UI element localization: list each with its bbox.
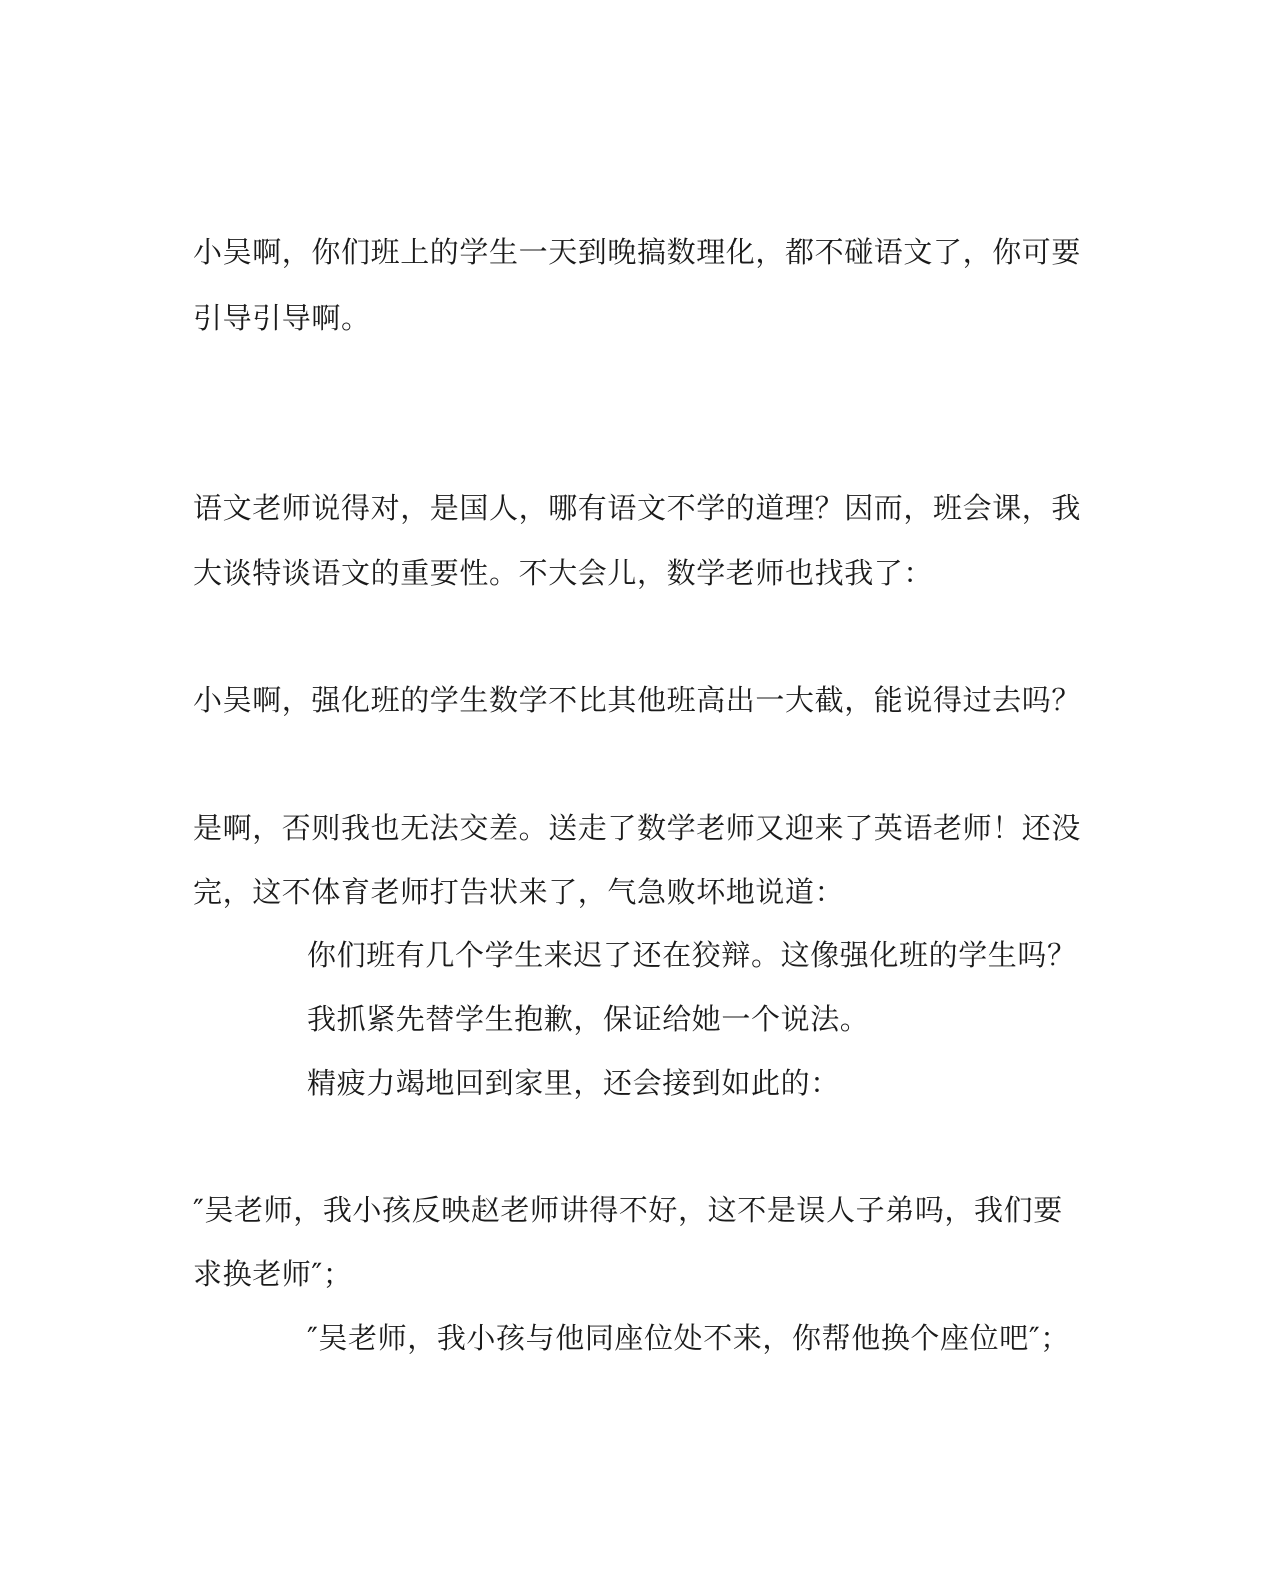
- text-line: 引导引导啊。: [193, 301, 371, 335]
- text-line: ″吴老师，我小孩反映赵老师讲得不好，这不是误人子弟吗，我们要: [193, 1193, 1063, 1227]
- text-line: ″吴老师，我小孩与他同座位处不来，你帮他换个座位吧″；: [307, 1321, 1070, 1355]
- text-line: 你们班有几个学生来迟了还在狡辩。这像强化班的学生吗？: [307, 938, 1077, 972]
- text-line: 完，这不体育老师打告状来了，气急败坏地说道：: [193, 875, 845, 909]
- text-line: 精疲力竭地回到家里，还会接到如此的：: [307, 1066, 840, 1100]
- text-line: 我抓紧先替学生抱歉，保证给她一个说法。: [307, 1002, 870, 1036]
- text-line: 是啊，否则我也无法交差。送走了数学老师又迎来了英语老师！还没: [193, 811, 1082, 845]
- text-line: 大谈特谈语文的重要性。不大会儿，数学老师也找我了：: [193, 556, 934, 590]
- text-line: 小吴啊，你们班上的学生一天到晚搞数理化，都不碰语文了，你可要: [193, 235, 1082, 269]
- text-line: 求换老师″；: [193, 1257, 353, 1291]
- text-line: 小吴啊，强化班的学生数学不比其他班高出一大截，能说得过去吗？: [193, 683, 1082, 717]
- text-line: 语文老师说得对，是国人，哪有语文不学的道理？因而，班会课，我: [193, 491, 1082, 525]
